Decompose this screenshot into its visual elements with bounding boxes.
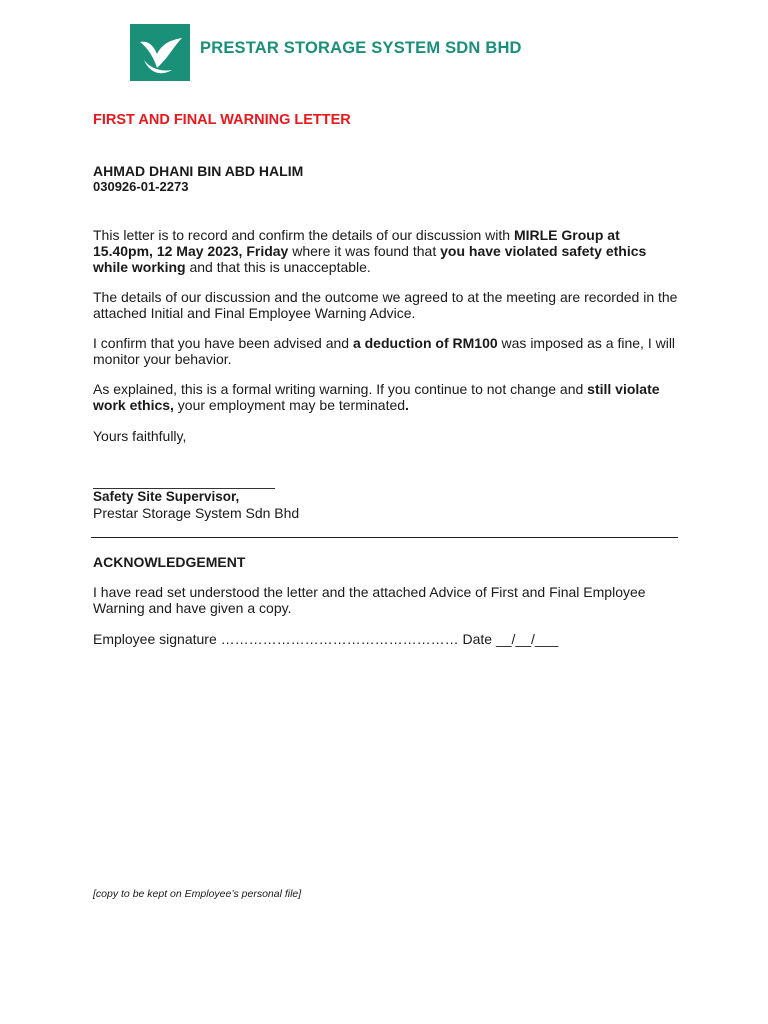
company-logo	[130, 24, 190, 81]
acknowledgement-heading: ACKNOWLEDGEMENT	[93, 554, 246, 570]
employee-signature-line: Employee signature …………………………………………… Date __/__/___	[93, 631, 559, 647]
closing: Yours faithfully,	[93, 428, 187, 444]
footnote: [copy to be kept on Employee’s personal file]	[93, 888, 302, 900]
paragraph-details: The details of our discussion and the outcome we agreed to at the meeting are recorded in the attached Initial and Final Employee Warning Advice.	[93, 289, 678, 321]
signer-company: Prestar Storage System Sdn Bhd	[93, 505, 300, 521]
recipient-id: 030926-01-2273	[93, 179, 189, 194]
paragraph-deduction: I confirm that you have been advised and a deduction of RM100 was imposed as a fine, I will monitor your behavior.	[93, 335, 676, 367]
recipient-name: AHMAD DHANI BIN ABD HALIM	[93, 163, 304, 179]
signer-title: Safety Site Supervisor,	[93, 489, 240, 504]
acknowledgement-text: I have read set understood the letter and the attached Advice of First and Final Employee Warning and have given a copy.	[93, 584, 646, 616]
bird-wing-logo-icon	[130, 24, 190, 81]
section-divider	[91, 537, 678, 538]
paragraph-formal-warning: As explained, this is a formal writing warning. If you continue to not change and still violate work ethics, your employment may be terminated.	[93, 381, 660, 413]
paragraph-discussion: This letter is to record and confirm the details of our discussion with MIRLE Group at 15.40pm, 12 May 2023, Friday where it was found that you have violated safety ethics while working and that this is unacceptable.	[93, 227, 647, 275]
company-name: PRESTAR STORAGE SYSTEM SDN BHD	[200, 39, 522, 57]
letter-title: FIRST AND FINAL WARNING LETTER	[93, 112, 351, 128]
